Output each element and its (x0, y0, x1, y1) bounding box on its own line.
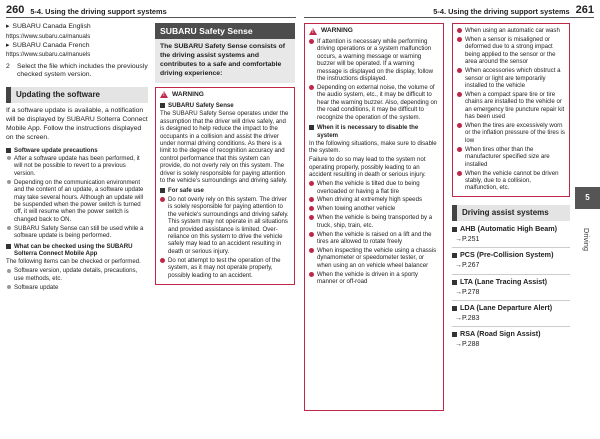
page-reference-link[interactable]: →P.283 (455, 314, 480, 322)
precautions-heading (6, 147, 148, 154)
triangle-bullet-icon: ▸ (6, 23, 10, 30)
section-heading-updating: Updating the software (6, 87, 148, 103)
bullet-dot-icon (309, 85, 314, 90)
column-2 (155, 23, 295, 285)
square-bullet-icon (160, 103, 165, 108)
link-item (6, 42, 148, 50)
checked-heading (6, 243, 148, 258)
bullet-dot-icon (457, 171, 462, 176)
chapter-label: Driving (582, 228, 592, 251)
list-item (457, 27, 565, 34)
system-name (452, 304, 570, 313)
system-name-text: RSA (Road Sign Assist) (460, 329, 541, 339)
subheading (160, 102, 290, 109)
system-name-text: AHB (Automatic High Beam) (460, 224, 558, 234)
bullet-dot-icon (7, 226, 11, 230)
paragraph: In the following situations, make sure to disable the system. (309, 140, 437, 155)
subheading-text: For safe use (168, 187, 204, 195)
list-item-text: Do not overly rely on this system. The driver is solely responsible for paying attention to the vehicle's surroundings and driving safely. This system may not operate in all situations and provided assistance is limited. Over-reliance on this system to drive the vehicle safely may lead to an accident resulting in death or serious injury. (168, 195, 289, 255)
update-text: If a software update is available, a notification will be displayed by SUBARU Solterra Connect Mobile App. Follow the instructions displayed on the screen. (6, 107, 148, 141)
square-bullet-icon (6, 244, 11, 249)
bullet-dot-icon (309, 197, 314, 202)
list-item (309, 214, 439, 229)
system-entry (452, 278, 570, 301)
warning-box (155, 87, 295, 285)
list-item (309, 247, 439, 269)
list-item-text: When the vehicle is raised on a lift and the tires are allowed to rotate freely (317, 230, 432, 246)
bullet-dot-icon (7, 269, 11, 273)
list-item (6, 267, 148, 282)
left-section-title: 5-4. Using the driving support systems (30, 6, 167, 16)
list-item-text: If attention is necessary while performing driving operations or a system malfunction occurs, a warning message or warning buzzer will be operated. If a warning message is displayed on the display, follow the instructions displayed. (317, 38, 434, 83)
page-reference-link[interactable]: →P.267 (455, 262, 480, 270)
list-item-text: After a software update has been performed, it will not be possible to revert to a previous version. (14, 154, 140, 177)
safety-sense-banner: SUBARU Safety Sense (155, 23, 295, 39)
left-page-number: 260 (6, 4, 25, 16)
divider (452, 247, 570, 248)
system-name-text: LDA (Lane Departure Alert) (460, 303, 553, 313)
link-label: SUBARU Canada English (12, 23, 91, 30)
step-text: Select the file which includes the previously checked system version. (17, 62, 148, 79)
column-3 (304, 23, 444, 411)
square-bullet-icon (452, 280, 457, 285)
link-label: SUBARU Canada French (12, 41, 90, 49)
chapter-tab[interactable]: 5 (575, 187, 600, 209)
square-bullet-icon (452, 227, 457, 232)
list-item (160, 257, 290, 279)
system-name (452, 225, 570, 234)
list-item-text: When the vehicle cannot be driven stably, due to a collision, malfunction, etc. (465, 169, 559, 192)
checked-text: The following items can be checked or performed. (6, 258, 141, 266)
list-item-text: Depending on external noise, the volume of the audio system, etc., it may be difficult to hear the warning buzzer. Also, depending on the road conditions, it may be difficult to recognize the operation of the system. (317, 84, 438, 121)
list-item-text: When the vehicle is driven in a sporty manner or off-road (317, 270, 418, 286)
warning-box-continued (452, 23, 570, 197)
list-item (309, 38, 439, 83)
divider (452, 326, 570, 327)
step-number: 2 (6, 62, 10, 70)
system-entry (452, 225, 570, 248)
list-item-text: When accessories which obstruct a sensor or light are temporarily installed to the vehicle (465, 67, 561, 89)
link-item (6, 23, 148, 31)
system-entry (452, 330, 570, 349)
list-item (457, 122, 565, 144)
list-item (6, 225, 148, 240)
warning-paragraph: The SUBARU Safety Sense operates under the assumption that the driver will drive safely, and is designed to help reduce the impact to the occupants in a collision and assist the driver under normal driving conditions. As there is a limit to the degree of recognition accuracy and control performance that this system can provide, do not overly rely on this system. The driver is solely responsible for paying attention to the vehicle's surroundings and driving safely. (160, 110, 289, 185)
list-item-text: Do not attempt to test the operation of the system, as it may not operate properly, possibly leading to an accident. (168, 256, 281, 279)
list-item-text: When the vehicle is tilted due to being overloaded or having a flat tire (317, 180, 420, 195)
subheading (309, 124, 439, 139)
list-item-text: When a compact spare tire or tire chains are installed to the vehicle or an emergency tire puncture repair kit has been used (465, 90, 565, 121)
list-item-text: Depending on the communication environment and the content of an update, a software update may take several hours. Although an update will be suspended when the power switch is turned off, it will resume when the power switch is changed back to ON. (14, 178, 144, 223)
list-item (309, 205, 439, 212)
list-item-text: When inspecting the vehicle using a chassis dynamometer or speedometer tester, or when using an on vehicle wheel balancer (317, 247, 437, 269)
list-item-text: When driving at extremely high speeds (317, 196, 423, 204)
list-item (6, 284, 148, 291)
list-item (309, 180, 439, 195)
url-link[interactable]: https://www.subaru.ca/manuals (6, 32, 91, 40)
warning-title: WARNING (172, 90, 204, 98)
bullet-dot-icon (457, 28, 462, 33)
bullet-dot-icon (309, 39, 314, 44)
bullet-dot-icon (7, 285, 11, 289)
warning-header (309, 27, 439, 35)
system-name-text: LTA (Lane Tracing Assist) (460, 276, 548, 286)
bullet-dot-icon (457, 147, 462, 152)
column-1 (6, 23, 148, 293)
warning-header (160, 91, 290, 99)
list-item-text: When the vehicle is being transported by a truck, ship, train, etc. (317, 214, 433, 229)
system-name-text: PCS (Pre-Collision System) (460, 250, 554, 260)
system-entry (452, 304, 570, 327)
subheading-text: SUBARU Safety Sense (168, 101, 234, 109)
bullet-dot-icon (457, 37, 462, 42)
square-bullet-icon (452, 306, 457, 311)
bullet-dot-icon (457, 68, 462, 73)
left-page-header (6, 0, 296, 18)
bullet-dot-icon (7, 156, 11, 160)
system-name (452, 251, 570, 260)
list-item (457, 170, 565, 192)
page-reference-link[interactable]: →P.288 (455, 341, 480, 349)
square-bullet-icon (160, 188, 165, 193)
page-reference-link[interactable]: →P.278 (455, 288, 480, 296)
bullet-dot-icon (160, 197, 165, 202)
triangle-bullet-icon: ▸ (6, 41, 10, 49)
square-bullet-icon (452, 332, 457, 337)
warning-box (304, 23, 444, 411)
bullet-dot-icon (160, 258, 165, 263)
list-item-text: When a sensor is misaligned or deformed due to a strong impact being applied to the sensor or the area around the sensor (465, 35, 556, 66)
square-bullet-icon (309, 125, 314, 130)
section-heading-driving-assist: Driving assist systems (452, 205, 570, 221)
bullet-dot-icon (309, 215, 314, 220)
step-2 (6, 63, 148, 80)
divider (452, 300, 570, 301)
list-item (457, 91, 565, 121)
list-item-text: Software update (14, 283, 59, 291)
list-item (457, 146, 565, 168)
list-item-text: When towing another vehicle (317, 205, 396, 213)
list-item-text: When the tires are excessively worn or the inflation pressure of the tires is low (465, 122, 565, 144)
warning-icon: ! (309, 28, 317, 35)
warning-title: WARNING (321, 27, 353, 34)
list-item (6, 179, 148, 224)
subheading-text: When it is necessary to disable the system (317, 124, 419, 139)
bullet-dot-icon (309, 272, 314, 277)
list-item (457, 36, 565, 66)
safety-sense-intro: The SUBARU Safety Sense consists of the driving assist systems and contributes to a safe and comfortable driving experience: (155, 39, 295, 82)
divider (452, 274, 570, 275)
square-bullet-icon (6, 148, 11, 153)
system-name (452, 278, 570, 287)
list-item (309, 231, 439, 246)
paragraph: Failure to do so may lead to the system not operating properly, possibly leading to an accident resulting in death or serious injury. (309, 156, 426, 179)
list-item (457, 67, 565, 89)
list-item (309, 271, 439, 286)
precautions-heading-text: Software update precautions (14, 146, 98, 154)
column-4 (452, 23, 570, 352)
url-link[interactable]: https://www.subaru.ca/manuels (6, 51, 91, 59)
list-item (6, 155, 148, 177)
list-item-text: Software version, update details, precautions, use methods, etc. (14, 267, 138, 282)
warning-icon: ! (160, 91, 168, 98)
bullet-dot-icon (457, 123, 462, 128)
bullet-dot-icon (309, 181, 314, 186)
list-item-text: When using an automatic car wash (465, 27, 560, 34)
subheading (160, 187, 290, 194)
bullet-dot-icon (7, 180, 11, 184)
bullet-dot-icon (309, 232, 314, 237)
checked-heading-text: What can be checked using the SUBARU Solterra Connect Mobile App (14, 242, 133, 258)
system-entry (452, 251, 570, 274)
list-item (160, 196, 290, 255)
bullet-dot-icon (309, 248, 314, 253)
bullet-dot-icon (457, 92, 462, 97)
square-bullet-icon (452, 253, 457, 258)
bullet-dot-icon (309, 206, 314, 211)
system-name (452, 330, 570, 339)
right-page-number: 261 (575, 4, 594, 16)
list-item-text: SUBARU Safety Sense can still be used while a software update is being performed. (14, 224, 144, 240)
list-item (309, 84, 439, 121)
list-item-text: When tires other than the manufacturer specified size are installed (465, 145, 550, 168)
right-section-title: 5-4. Using the driving support systems (433, 6, 570, 16)
page-reference-link[interactable]: →P.251 (455, 235, 480, 243)
right-page-header (304, 0, 594, 18)
list-item (309, 196, 439, 203)
